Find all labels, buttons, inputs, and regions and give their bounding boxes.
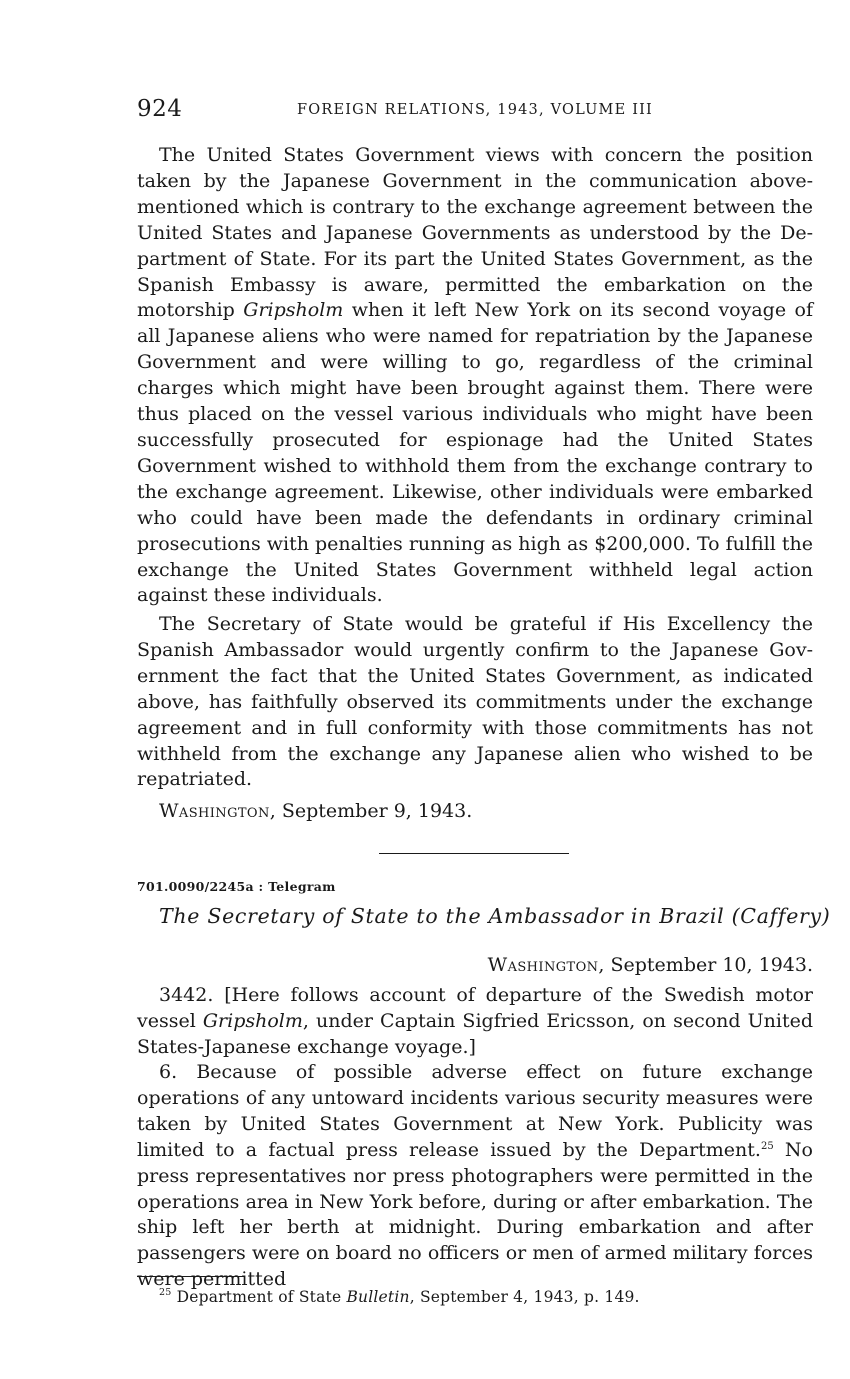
paragraph-text: The United States Government views with concern the position taken by the Japanese Government in the communication abovementioned which is contrary to the exchange agreement between the United States and Japanese Governments as understood by the Department of State. For its part the United States Government, as the Spanish Embassy is aware, permitted the embarkation on the motorship bbox=[137, 144, 813, 322]
paragraph-text: when it left New York on its second voyage of all Japanese aliens who were named for repatriation by the Japanese Government and were willing to go, regardless of the criminal charges which might have been brought against them. There were thus placed on the vessel various individuals who might have been successfully prosecuted for espionage had the United States Government wished to withhold them from the exchange contrary to the exchange agreement. Likewise, other individuals were embarked who could have been made the defendants in ordinary criminal prosecutions with penalties running as high as $200,000. To fulfill the exchange the United States Government withheld legal action against these individuals. bbox=[137, 299, 813, 607]
dateline-first bbox=[159, 798, 472, 824]
document-title: The Secretary of State to the Ambassador in Brazil (Caffery) bbox=[159, 904, 831, 928]
footnote-mark: 25 bbox=[159, 1287, 172, 1298]
paragraph-telegram-number bbox=[137, 983, 813, 1061]
page-header bbox=[137, 96, 813, 126]
footnote-text: Department of State bbox=[171, 1288, 347, 1306]
file-reference: 701.0090/2245a : Telegram bbox=[137, 879, 336, 894]
dateline-date: , September 10, 1943. bbox=[598, 954, 813, 976]
footnote bbox=[159, 1286, 640, 1308]
ship-name: Gripsholm bbox=[243, 299, 344, 322]
dateline-date: , September 9, 1943. bbox=[269, 800, 473, 822]
page-number: 924 bbox=[137, 96, 183, 122]
running-head: FOREIGN RELATIONS, 1943, VOLUME III bbox=[297, 102, 653, 118]
ship-name: Gripsholm bbox=[202, 1009, 303, 1032]
footnote-divider bbox=[137, 1276, 244, 1277]
footnote-publication: Bulletin bbox=[346, 1288, 410, 1306]
paragraph-concern bbox=[137, 143, 813, 609]
footnote-text: , September 4, 1943, p. 149. bbox=[409, 1288, 640, 1306]
paragraph-text: 6. Because of possible adverse effect on future exchange operations of any untoward incidents various security measures were taken by United States Government at New York. Publicity was limited to a factual press release issued by the Department. bbox=[137, 1061, 813, 1161]
footnote-reference[interactable]: 25 bbox=[760, 1140, 774, 1152]
paragraph-text: 3442. [Here follows account of departure of the Swedish motor vessel bbox=[137, 984, 813, 1032]
paragraph-request bbox=[137, 612, 813, 793]
paragraph-text: , under Captain Sigfried Ericsson, on second United States-Japanese exchange voyage.] bbox=[137, 1009, 813, 1058]
dateline-place: Washington bbox=[487, 954, 599, 976]
dateline-second bbox=[488, 952, 813, 978]
paragraph-security-measures bbox=[137, 1060, 813, 1293]
paragraph-text: The Secretary of State would be grateful if His Excellency the Spanish Ambassador would urgently confirm to the Japanese Government the fact that the United States Government, as indicated above, has faithfully observed its commitments under the exchange agreement and in full conformity with those commitments has not withheld from the exchange any Japanese alien who wished to be repatriated. bbox=[137, 613, 813, 791]
section-divider bbox=[379, 853, 569, 854]
dateline-place: Washington bbox=[159, 800, 270, 822]
paragraph-text: No press representatives nor press photographers were permitted in the operations area in New York before, during or after embarkation. The ship left her berth at midnight. During embarkation and after passengers were on board no officers or men of armed military forces were permitted bbox=[137, 1138, 813, 1291]
